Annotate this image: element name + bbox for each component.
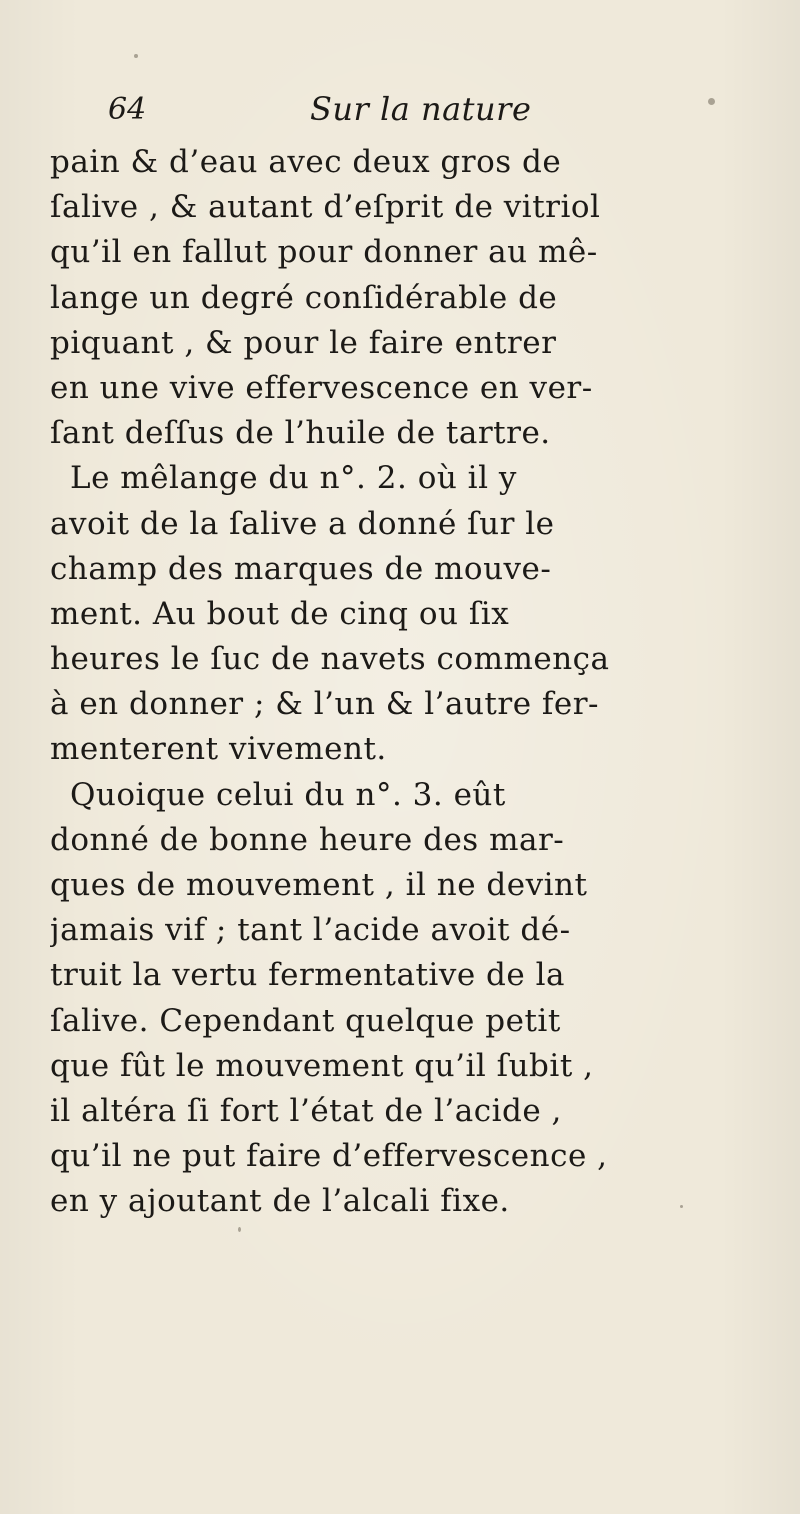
text-line: truit la vertu fermentative de la bbox=[50, 957, 565, 994]
text-line: pain & d’eau avec deux gros de bbox=[50, 144, 562, 180]
text-line: lange un degré conſidérable de bbox=[50, 279, 558, 316]
text-line: qu’il ne put faire d’effervescence , bbox=[50, 1138, 608, 1175]
paper-speck bbox=[680, 1205, 683, 1208]
text-line: avoit de la ſalive a donné ſur le bbox=[50, 505, 555, 542]
text-line: en y ajoutant de l’alcali fixe. bbox=[50, 1183, 510, 1220]
text-line: ques de mouvement , il ne devint bbox=[50, 867, 588, 903]
text-line: ſalive , & autant d’eſprit de vitriol bbox=[50, 189, 601, 226]
text-line: ſalive. Cependant quelque petit bbox=[50, 1002, 561, 1039]
text-line: donné de bonne heure des mar- bbox=[50, 821, 565, 858]
paper-speck bbox=[238, 1227, 241, 1232]
text-line: qu’il en fallut pour donner au mê- bbox=[50, 234, 598, 271]
text-line: champ des marques de mouve- bbox=[50, 550, 552, 587]
text-line: piquant , & pour le faire entrer bbox=[50, 324, 557, 361]
text-line: il altéra ſi fort l’état de l’acide , bbox=[50, 1092, 562, 1129]
text-line: ſant deſſus de l’huile de tartre. bbox=[50, 415, 551, 452]
body-text bbox=[50, 140, 770, 1225]
page-number: 64 bbox=[108, 92, 147, 127]
paragraph-start-line: Le mêlange du n°. 2. où il y bbox=[70, 460, 517, 497]
paper-speck bbox=[708, 98, 715, 105]
text-line: en une vive effervescence en ver- bbox=[50, 369, 593, 406]
text-line: menterent vivement. bbox=[50, 731, 387, 768]
text-line: ment. Au bout de cinq ou ſix bbox=[50, 595, 510, 632]
text-line: que fût le mouvement qu’il ſubit , bbox=[50, 1047, 594, 1084]
paragraph-start-line: Quoique celui du n°. 3. eût bbox=[70, 776, 506, 813]
text-line: à en donner ; & l’un & l’autre fer- bbox=[50, 686, 600, 723]
running-title: Sur la nature bbox=[310, 90, 532, 128]
paper-speck bbox=[134, 54, 138, 58]
text-line: heures le ſuc de navets commença bbox=[50, 641, 610, 678]
text-line: jamais vif ; tant l’acide avoit dé- bbox=[50, 912, 571, 949]
running-head bbox=[108, 92, 728, 132]
